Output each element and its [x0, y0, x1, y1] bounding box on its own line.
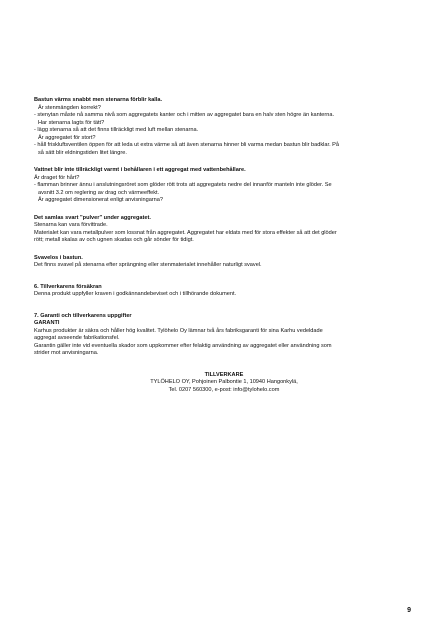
- text-line: Karhus produkter är säkra och håller hög kvalitet. Tylöhelo Oy lämnar två års fabriksgaranti för sina Karhu vedeldade: [34, 327, 323, 334]
- answer: - håll friskluftsventilen öppen för att leda ut extra värme så att även stenarna hinner bli varma medan bastun blir badklar. På: [34, 142, 340, 148]
- answer-cont: avsnitt 3.2 om reglering av drag och värmeeffekt.: [38, 189, 160, 196]
- text-line: strider mot anvisningarna.: [34, 350, 99, 356]
- question: Är draget för hårt?: [34, 174, 80, 181]
- section-heading: Det samlas svart "pulver" under aggregatet.: [34, 214, 151, 221]
- section-heading: Svavelos i bastun.: [34, 254, 83, 261]
- answer: - flamman brinner ännu i anslutningsröret som glöder rött trots att aggregatets nedre del innanför manteln inte glöder. Se: [34, 182, 332, 188]
- section-heading: 6. Tillverkarens försäkran: [34, 283, 102, 290]
- troubleshoot-sulphur: [34, 255, 414, 270]
- document-body: [34, 97, 414, 394]
- text-line: Stenarna kan vara förvittrade.: [34, 222, 108, 228]
- troubleshoot-cold-stones: [34, 97, 414, 157]
- section-heading: Vattnet blir inte tillräckligt varmt i behållaren i ett aggregat med vattenbehållare.: [34, 167, 246, 173]
- text-line: Denna produkt uppfyller kraven i godkännandebeviset och i tillhörande dokument.: [34, 291, 237, 297]
- question: Är stenmängden korrekt?: [38, 104, 101, 111]
- troubleshoot-black-powder: [34, 215, 414, 245]
- answer: - stenytan måste nå samma nivå som aggregatets kanter och i mitten av aggregatet bara en halv sten högre än kanterna.: [34, 112, 335, 118]
- footer-title: TILLVERKARE: [204, 371, 244, 378]
- text-line: Garantin gäller inte vid eventuella skador som uppkommer efter felaktig användning av aggregatet eller användning som: [34, 342, 332, 349]
- manufacturer-footer: [34, 372, 414, 395]
- text-line: rött; metall skalas av och ugnen skadas och går sönder för tidigt.: [34, 237, 194, 243]
- text-line: Materialet kan vara metallpulver som lossnat från aggregatet. Aggregatet har eldats med för stora effekter så att det glöder: [34, 229, 337, 236]
- footer-address: TYLÖHELO OY, Pohjoinen Palbontie 1, 10940 Hangonkylä,: [150, 379, 298, 385]
- section-heading: 7. Garanti och tillverkarens uppgifter: [34, 312, 132, 319]
- answer: - lägg stenarna så att det finns tillräckligt med luft mellan stenarna.: [34, 127, 199, 133]
- footer-contact: Tel. 0207 560300, e-post: info@tylohelo.com: [168, 386, 280, 393]
- troubleshoot-water-tank: [34, 167, 414, 205]
- answer-cont: så sätt blir eldningstiden litet längre.: [38, 149, 127, 156]
- text-line: aggregat avseende fabrikationsfel.: [34, 335, 120, 341]
- question: Är aggregatet för stort?: [38, 134, 96, 141]
- section-heading: Bastun värms snabbt men stenarna förblir kalla.: [34, 97, 163, 103]
- text-line: Det finns svavel på stenarna efter sprängning eller stenmaterialet innehåller naturligt svavel.: [34, 262, 262, 268]
- question: Har stenarna lagts för tätt?: [38, 119, 105, 126]
- subheading: GARANTI: [34, 320, 60, 326]
- warranty-section: [34, 313, 414, 358]
- question: Är aggregatet dimensionerat enligt anvisningarna?: [38, 197, 164, 203]
- page-number: 9: [407, 607, 411, 614]
- manufacturer-declaration: [34, 284, 414, 299]
